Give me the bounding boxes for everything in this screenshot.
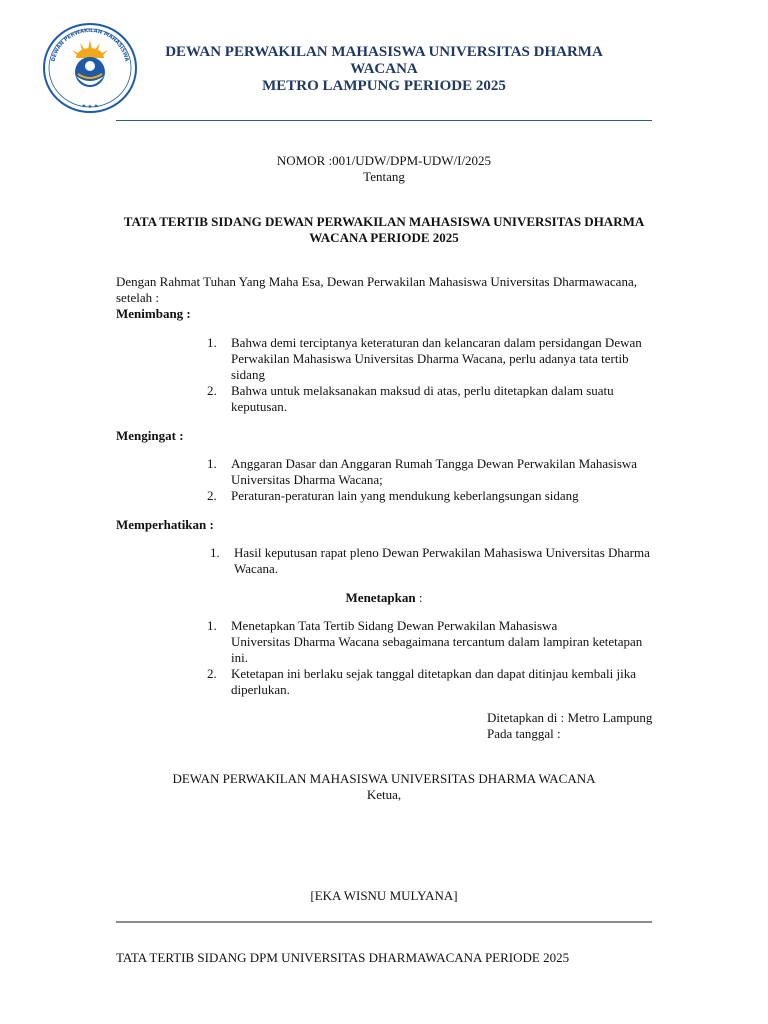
list-number: 1. [210,545,220,560]
svg-text:★ ★ ★: ★ ★ ★ [80,103,100,110]
logo-ring-text: DEWAN PERWAKILAN MAHASISWA [50,27,130,63]
header-divider [116,120,652,121]
enactment-date: Pada tanggal : [487,726,561,741]
intro-line-1: Dengan Rahmat Tuhan Yang Maha Esa, Dewan Perwakilan Mahasiswa Universitas Dharmawacana, [116,274,637,289]
signature-organization: DEWAN PERWAKILAN MAHASISWA UNIVERSITAS DHARMA WACANA [172,771,596,786]
logo-emblem-icon [42,22,138,114]
menetapkan-heading [116,590,652,606]
menetapkan-label: Menetapkan [345,590,416,605]
list-item [207,618,652,666]
menetapkan-colon: : [415,590,423,605]
mengingat-heading: Mengingat : [116,428,184,443]
list-text: Bahwa untuk melaksanakan maksud di atas, perlu ditetapkan dalam suatu keputusan. [231,383,614,414]
page-footer: TATA TERTIB SIDANG DPM UNIVERSITAS DHARMAWACANA PERIODE 2025 [116,950,570,965]
mengingat-list [207,456,652,504]
list-number: 1. [207,618,217,633]
header-title [140,44,628,95]
list-item [207,335,652,383]
list-number: 2. [207,383,217,398]
title-line-1: TATA TERTIB SIDANG DEWAN PERWAKILAN MAHASISWA UNIVERSITAS DHARMA [123,214,645,229]
list-number: 2. [207,666,217,681]
list-number: 2. [207,488,217,503]
memperhatikan-heading: Memperhatikan : [116,517,214,532]
intro-line-2: setelah : [116,290,159,305]
list-number: 1. [207,335,217,350]
university-logo [42,22,138,114]
list-text: Anggaran Dasar dan Anggaran Rumah Tangga Dewan Perwakilan Mahasiswa Universitas Dharma Wacana; [231,456,638,487]
enactment-place: Ditetapkan di : Metro Lampung [487,710,653,725]
list-number: 1. [207,456,217,471]
menimbang-list [207,335,652,415]
intro-paragraph [116,274,656,306]
list-item [207,488,652,504]
memperhatikan-list [210,545,652,577]
list-text: Peraturan-peraturan lain yang mendukung keberlangsungan sidang [231,488,579,503]
list-text: Hasil keputusan rapat pleno Dewan Perwakilan Mahasiswa Universitas Dharma Wacana. [234,545,650,576]
header-line-2: WACANA [350,61,418,77]
list-text-rest: Universitas Dharma Wacana sebagaimana tercantum dalam lampiran ketetapan ini. [231,634,643,665]
list-item [210,545,652,577]
signatory-name: [EKA WISNU MULYANA] [310,888,458,903]
list-item [207,383,652,415]
signature-role: Ketua, [366,787,402,802]
menimbang-heading: Menimbang : [116,306,191,321]
title-line-2: WACANA PERIODE 2025 [309,230,459,245]
document-title [116,214,652,246]
tentang-label: Tentang [363,169,405,184]
header-line-3: METRO LAMPUNG PERIODE 2025 [262,78,506,94]
menetapkan-list [207,618,652,698]
footer-divider [116,921,652,923]
list-text: Ketetapan ini berlaku sejak tanggal ditetapkan dan dapat ditinjau kembali jika diperlukan. [231,666,637,697]
list-item [207,456,652,488]
list-text-line-1: Menetapkan Tata Tertib Sidang Dewan Perwakilan Mahasiswa [231,618,558,633]
header-line-1: DEWAN PERWAKILAN MAHASISWA UNIVERSITAS DHARMA [165,44,603,60]
list-item [207,666,652,698]
decree-number: NOMOR :001/UDW/DPM-UDW/I/2025 [276,153,492,168]
list-text: Bahwa demi terciptanya keteraturan dan kelancaran dalam persidangan Dewan Perwakilan Mahasiswa Universitas Dharma Wacana, perlu adanya tata tertib sidang [231,335,642,382]
